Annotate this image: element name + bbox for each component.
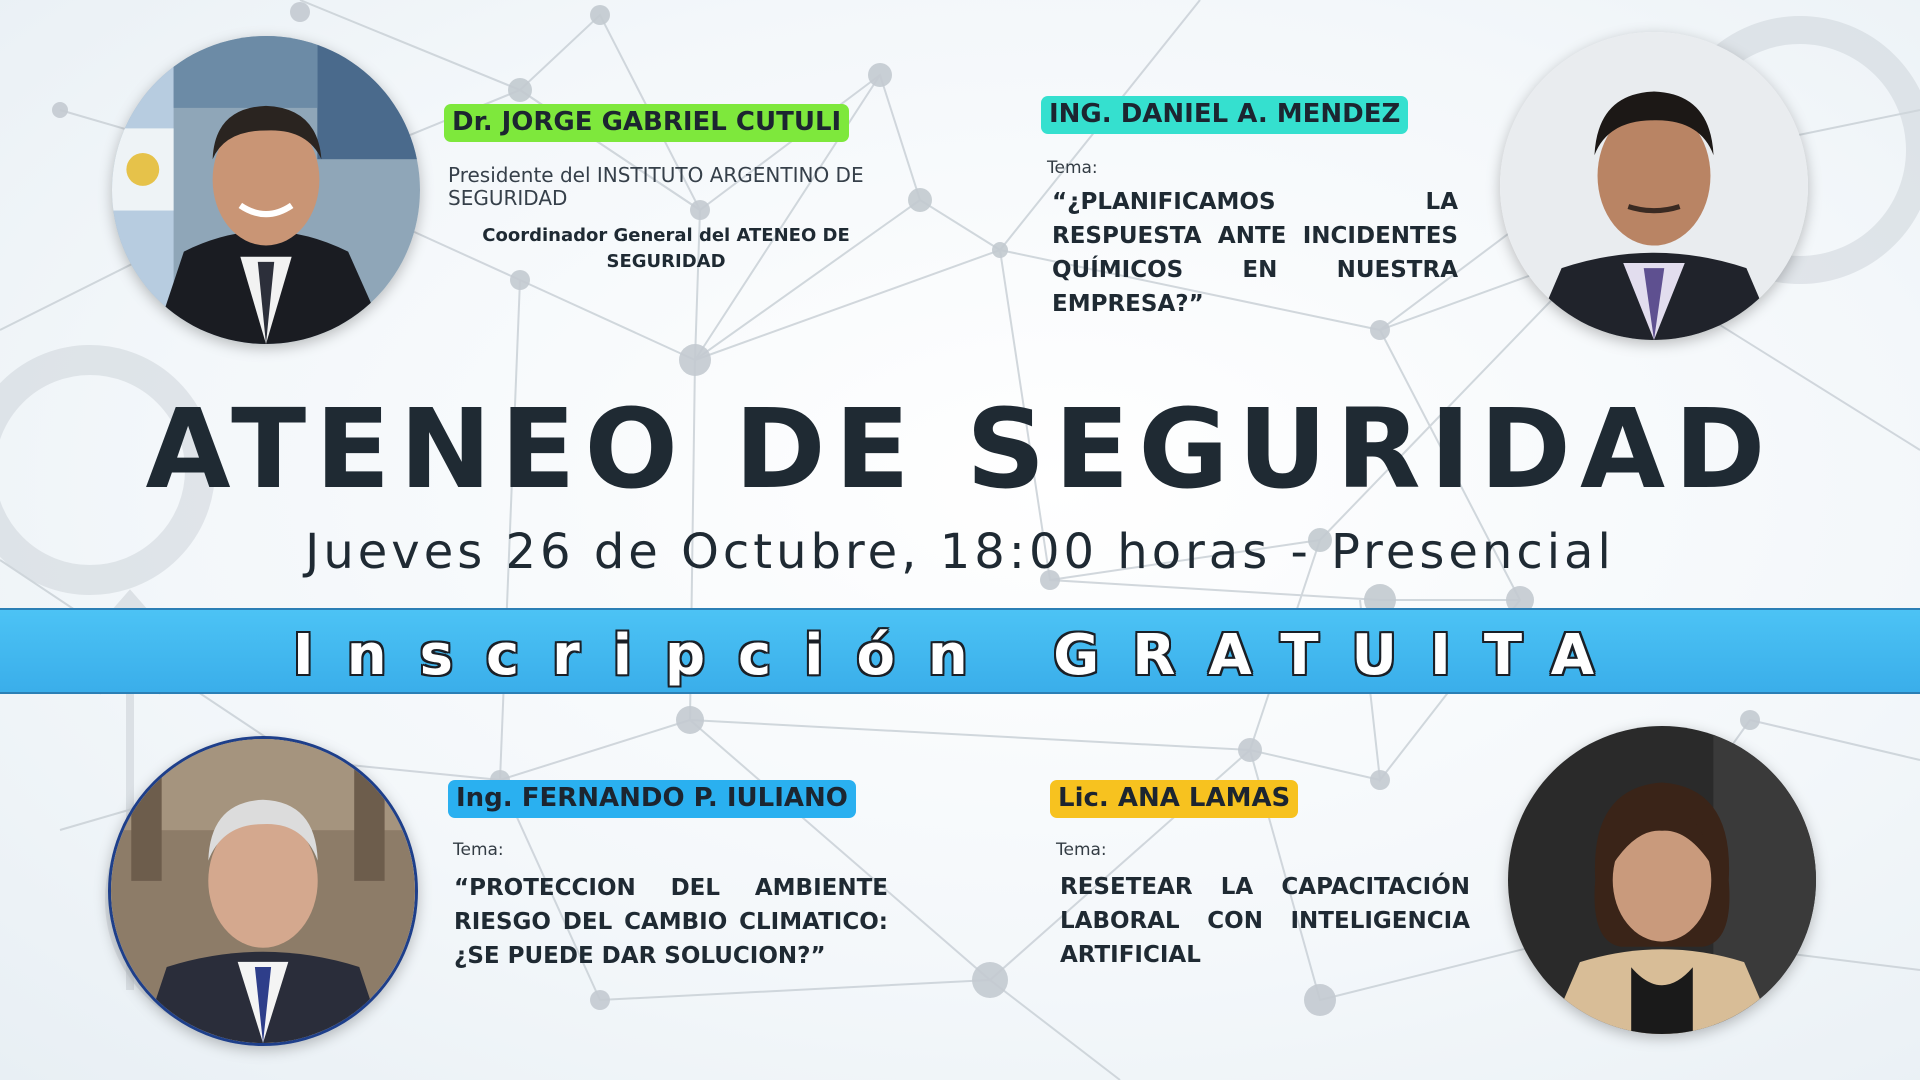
speaker-photo-icon: [1508, 726, 1816, 1034]
topic-label-mendez: Tema:: [1047, 158, 1098, 178]
registration-banner: [0, 608, 1920, 694]
speaker-photo-iuliano: [108, 736, 418, 1046]
speaker-photo-lamas: [1508, 726, 1816, 1034]
speaker-photo-icon: [112, 36, 420, 344]
speaker-photo-mendez: [1500, 32, 1808, 340]
topic-lamas: RESETEAR LA CAPACITACIÓN LABORAL CON INTELIGENCIA ARTIFICIAL: [1060, 874, 1470, 969]
speaker-name-lamas: Lic. ANA LAMAS: [1050, 780, 1298, 818]
event-title: ATENEO DE SEGURIDAD: [145, 385, 1775, 513]
speaker-role-cutuli: Presidente del INSTITUTO ARGENTINO DE SEGURIDAD: [448, 163, 864, 210]
topic-mendez: “¿PLANIFICAMOS LA RESPUESTA ANTE INCIDENTES QUÍMICOS EN NUESTRA EMPRESA?”: [1052, 189, 1458, 318]
speaker-name-mendez: ING. DANIEL A. MENDEZ: [1041, 96, 1408, 134]
speaker-photo-icon: [1500, 32, 1808, 340]
speaker-name-iuliano: Ing. FERNANDO P. IULIANO: [448, 780, 856, 818]
speaker-extra-cutuli: Coordinador General del ATENEO DE SEGURIDAD: [482, 225, 850, 273]
topic-label-iuliano: Tema:: [453, 840, 504, 860]
speaker-photo-cutuli: [112, 36, 420, 344]
registration-text: Inscripción GRATUITA: [292, 623, 1628, 688]
topic-label-lamas: Tema:: [1056, 840, 1107, 860]
speaker-name-cutuli: Dr. JORGE GABRIEL CUTULI: [444, 104, 849, 142]
event-date: Jueves 26 de Octubre, 18:00 horas - Presencial: [305, 524, 1615, 580]
speaker-photo-icon: [111, 739, 415, 1043]
topic-iuliano: “PROTECCION DEL AMBIENTE RIESGO DEL CAMBIO CLIMATICO: ¿SE PUEDE DAR SOLUCION?”: [454, 875, 888, 970]
